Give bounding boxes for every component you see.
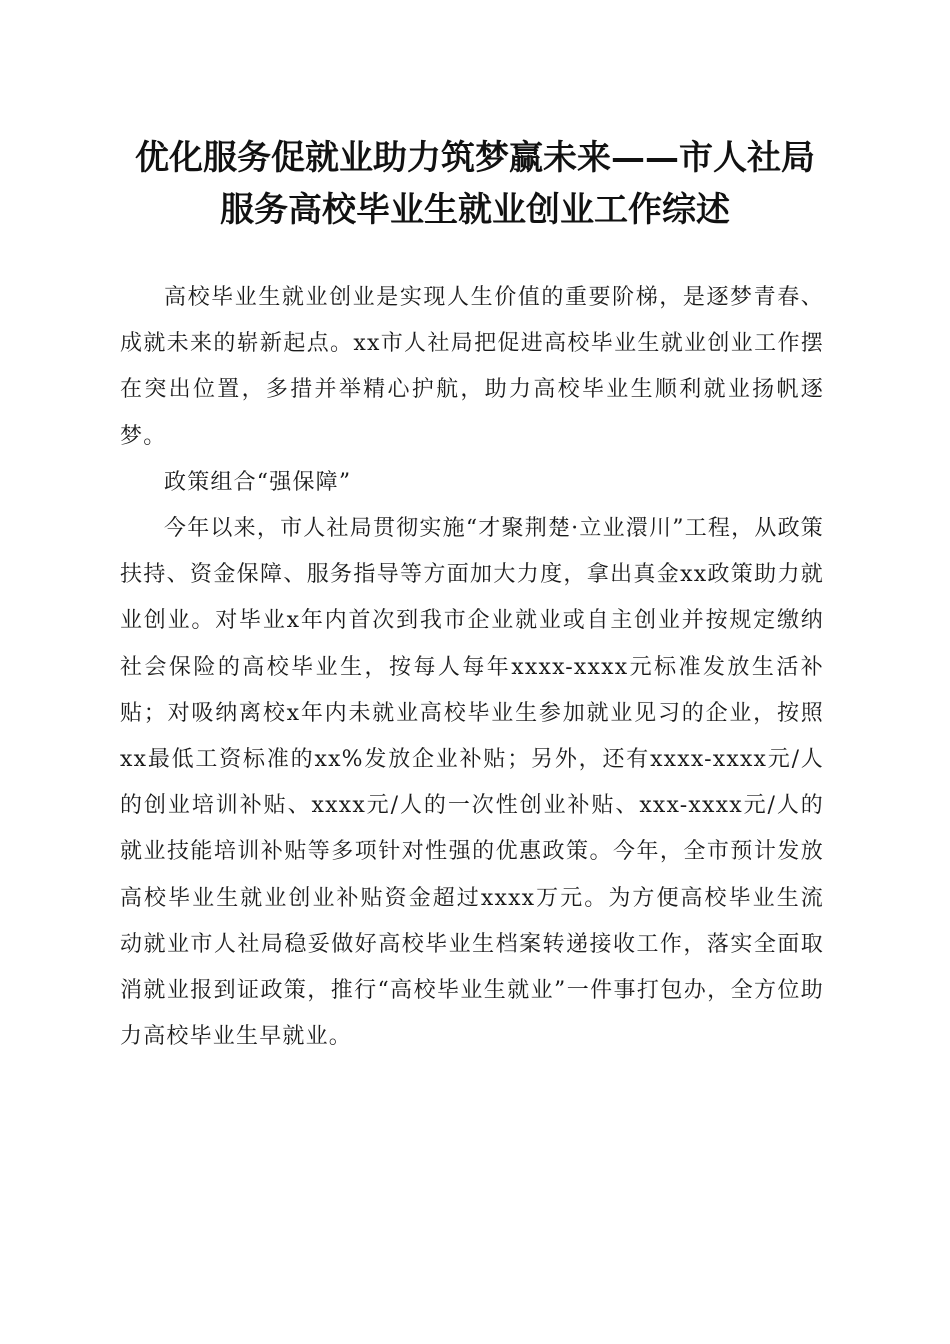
intro-paragraph: 高校毕业生就业创业是实现人生价值的重要阶梯，是逐梦青春、成就未来的崭新起点。xx市人社局把促进高校毕业生就业创业工作摆在突出位置，多措并举精心护航，助力高校毕业生顺利就业扬帆逐梦。 [120,285,824,449]
document-body [120,275,824,1060]
title-line-1: 优化服务促就业助力筑梦赢未来——市人社局 [135,138,815,178]
document-title [100,132,850,236]
title-line-2: 服务高校毕业生就业创业工作综述 [220,190,730,230]
policy-paragraph: 今年以来，市人社局贯彻实施“才聚荆楚·立业澴川”工程，从政策扶持、资金保障、服务指导等方面加大力度，拿出真金xx政策助力就业创业。对毕业x年内首次到我市企业就业或自主创业并按规定缴纳社会保险的高校毕业生，按每人每年xxxx-xxxx元标准发放生活补贴；对吸纳离校x年内未就业高校毕业生参加就业见习的企业，按照xx最低工资标准的xx%发放企业补贴；另外，还有xxxx-xxxx元/人的创业培训补贴、xxxx元/人的一次性创业补贴、xxx-xxxx元/人的就业技能培训补贴等多项针对性强的优惠政策。今年，全市预计发放高校毕业生就业创业补贴资金超过xxxx万元。为方便高校毕业生流动就业市人社局稳妥做好高校毕业生档案转递接收工作，落实全面取消就业报到证政策，推行“高校毕业生就业”一件事打包办，全方位助力高校毕业生早就业。 [120,516,824,1050]
section-heading: 政策组合“强保障” [164,469,352,495]
